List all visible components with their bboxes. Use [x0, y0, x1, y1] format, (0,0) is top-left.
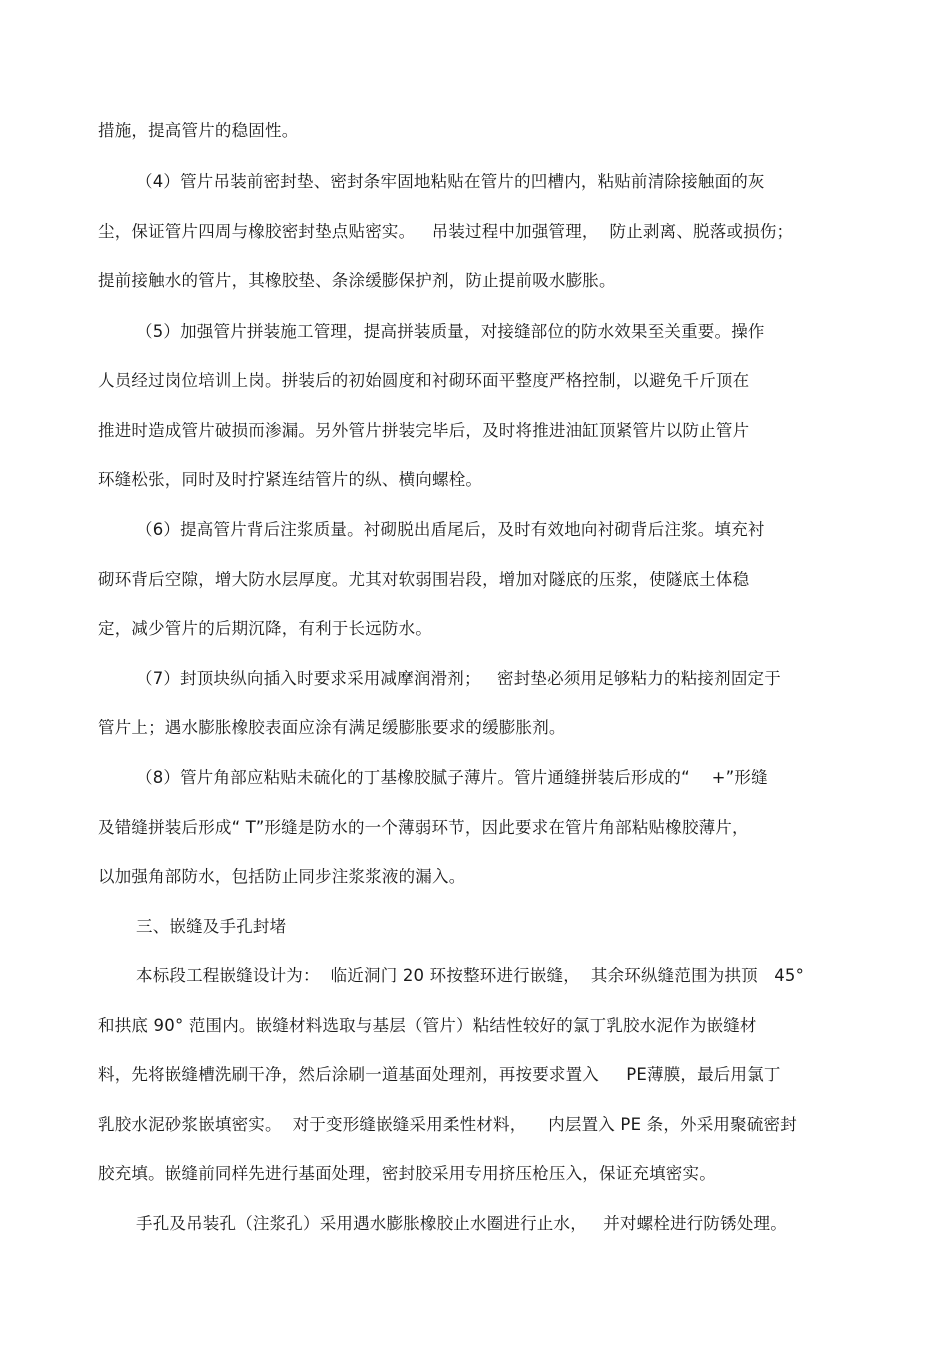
text-line-3: 尘，保证管片四周与橡胶密封垫点贴密实。 吊装过程中加强管理， 防止剥离、脱落或损伤；	[98, 222, 794, 241]
text-line-23: 手孔及吊装孔（注浆孔）采用遇水膨胀橡胶止水圈进行止水， 并对螺栓进行防锈处理。	[136, 1214, 787, 1233]
text-line-18: 本标段工程嵌缝设计为： 临近洞门 20 环按整环进行嵌缝， 其余环纵缝范围为拱顶 45°	[136, 966, 805, 985]
text-line-8: 环缝松张，同时及时拧紧连结管片的纵、横向螺栓。	[98, 470, 483, 489]
text-line-22: 胶充填。嵌缝前同样先进行基面处理，密封胶采用专用挤压枪压入，保证充填密实。	[98, 1164, 716, 1183]
text-line-20: 料，先将嵌缝槽洗刷干净，然后涂刷一道基面处理剂，再按要求置入 PE薄膜，最后用氯丁	[98, 1065, 781, 1084]
text-line-5: （5）加强管片拼装施工管理，提高拼装质量，对接缝部位的防水效果至关重要。操作	[136, 322, 765, 341]
text-line-16: 以加强角部防水，包括防止同步注浆浆液的漏入。	[98, 867, 466, 886]
text-line-4: 提前接触水的管片，其橡胶垫、条涂缓膨保护剂，防止提前吸水膨胀。	[98, 271, 616, 290]
text-line-19: 和拱底 90° 范围内。嵌缝材料选取与基层（管片）粘结性较好的氯丁乳胶水泥作为嵌缝材	[98, 1016, 757, 1035]
text-line-15: 及错缝拼装后形成“ T”形缝是防水的一个薄弱环节，因此要求在管片角部粘贴橡胶薄片，	[98, 818, 749, 837]
text-line-6: 人员经过岗位培训上岗。拼装后的初始圆度和衬砌环面平整度严格控制，以避免千斤顶在	[98, 371, 750, 390]
text-line-21: 乳胶水泥砂浆嵌填密实。 对于变形缝嵌缝采用柔性材料， 内层置入 PE 条，外采用聚硫密封	[98, 1115, 797, 1134]
text-line-10: 砌环背后空隙，增大防水层厚度。尤其对软弱围岩段，增加对隧底的压浆，使隧底土体稳	[98, 570, 750, 589]
text-line-14: （8）管片角部应粘贴未硫化的丁基橡胶腻子薄片。管片通缝拼装后形成的“ +”形缝	[136, 768, 768, 787]
text-line-9: （6）提高管片背后注浆质量。衬砌脱出盾尾后，及时有效地向衬砌背后注浆。填充衬	[136, 520, 765, 539]
text-line-11: 定，减少管片的后期沉降，有利于长远防水。	[98, 619, 432, 638]
text-line-1: 措施，提高管片的稳固性。	[98, 121, 299, 140]
section-heading: 三、嵌缝及手孔封堵	[136, 917, 287, 936]
text-line-7: 推进时造成管片破损而渗漏。另外管片拼装完毕后，及时将推进油缸顶紧管片以防止管片	[98, 421, 750, 440]
text-line-13: 管片上；遇水膨胀橡胶表面应涂有满足缓膨胀要求的缓膨胀剂。	[98, 718, 566, 737]
text-line-12: （7）封顶块纵向插入时要求采用减摩润滑剂； 密封垫必须用足够粘力的粘接剂固定于	[136, 669, 781, 688]
text-line-2: （4）管片吊装前密封垫、密封条牢固地粘贴在管片的凹槽内，粘贴前清除接触面的灰	[136, 172, 765, 191]
